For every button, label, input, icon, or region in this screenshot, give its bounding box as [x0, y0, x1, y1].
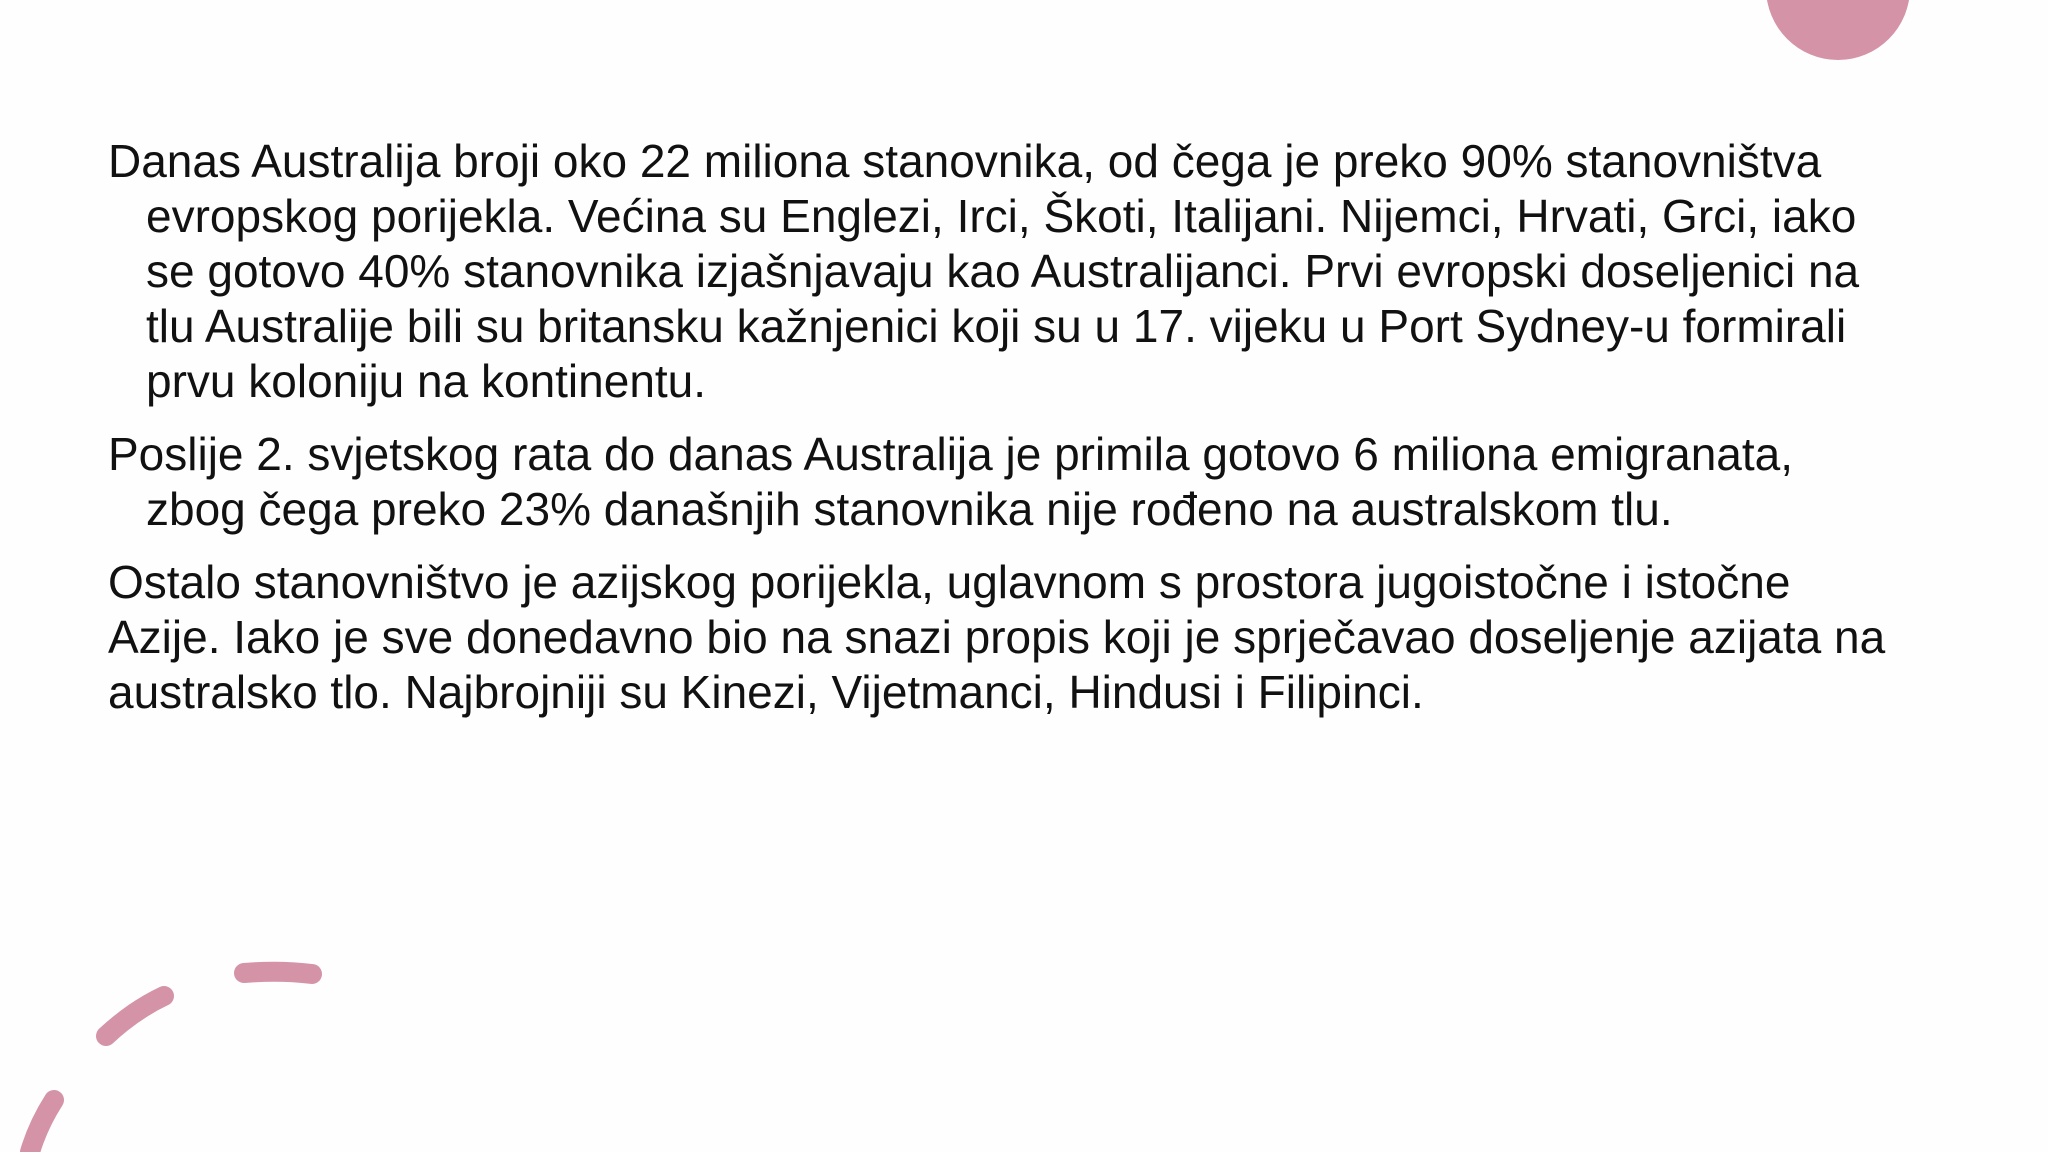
paragraph-asian-origin: Ostalo stanovništvo je azijskog porijekla, uglavnom s prostora jugoistočne i istočne Azije. Iako je sve donedavno bio na snazi propis koji je sprječavao doseljenje azijata na australsko tlo. Najbrojniji su Kinezi, Vijetmanci, Hindusi i Filipinci.	[108, 556, 1886, 718]
arc-dash	[30, 1100, 54, 1152]
paragraph-emigration: Poslije 2. svjetskog rata do danas Australija je primila gotovo 6 miliona emigranata, zbog čega preko 23% današnjih stanovnika nije rođeno na australskom tlu.	[108, 428, 1793, 535]
body-text	[108, 134, 1888, 738]
paragraph-population: Danas Australija broji oko 22 miliona stanovnika, od čega je preko 90% stanovništva evropskog porijekla. Većina su Englezi, Irci, Škoti, Italijani. Nijemci, Hrvati, Grci, iako se gotovo 40% stanovnika izjašnjavaju kao Australijanci. Prvi evropski doseljenici na tlu Australije bili su britansku kažnjenici koji su u 17. vijeku u Port Sydney-u formirali prvu koloniju na kontinentu.	[108, 135, 1860, 407]
decorative-circle	[1766, 0, 1910, 60]
arc-dash	[106, 996, 164, 1036]
arc-dash	[244, 972, 312, 974]
